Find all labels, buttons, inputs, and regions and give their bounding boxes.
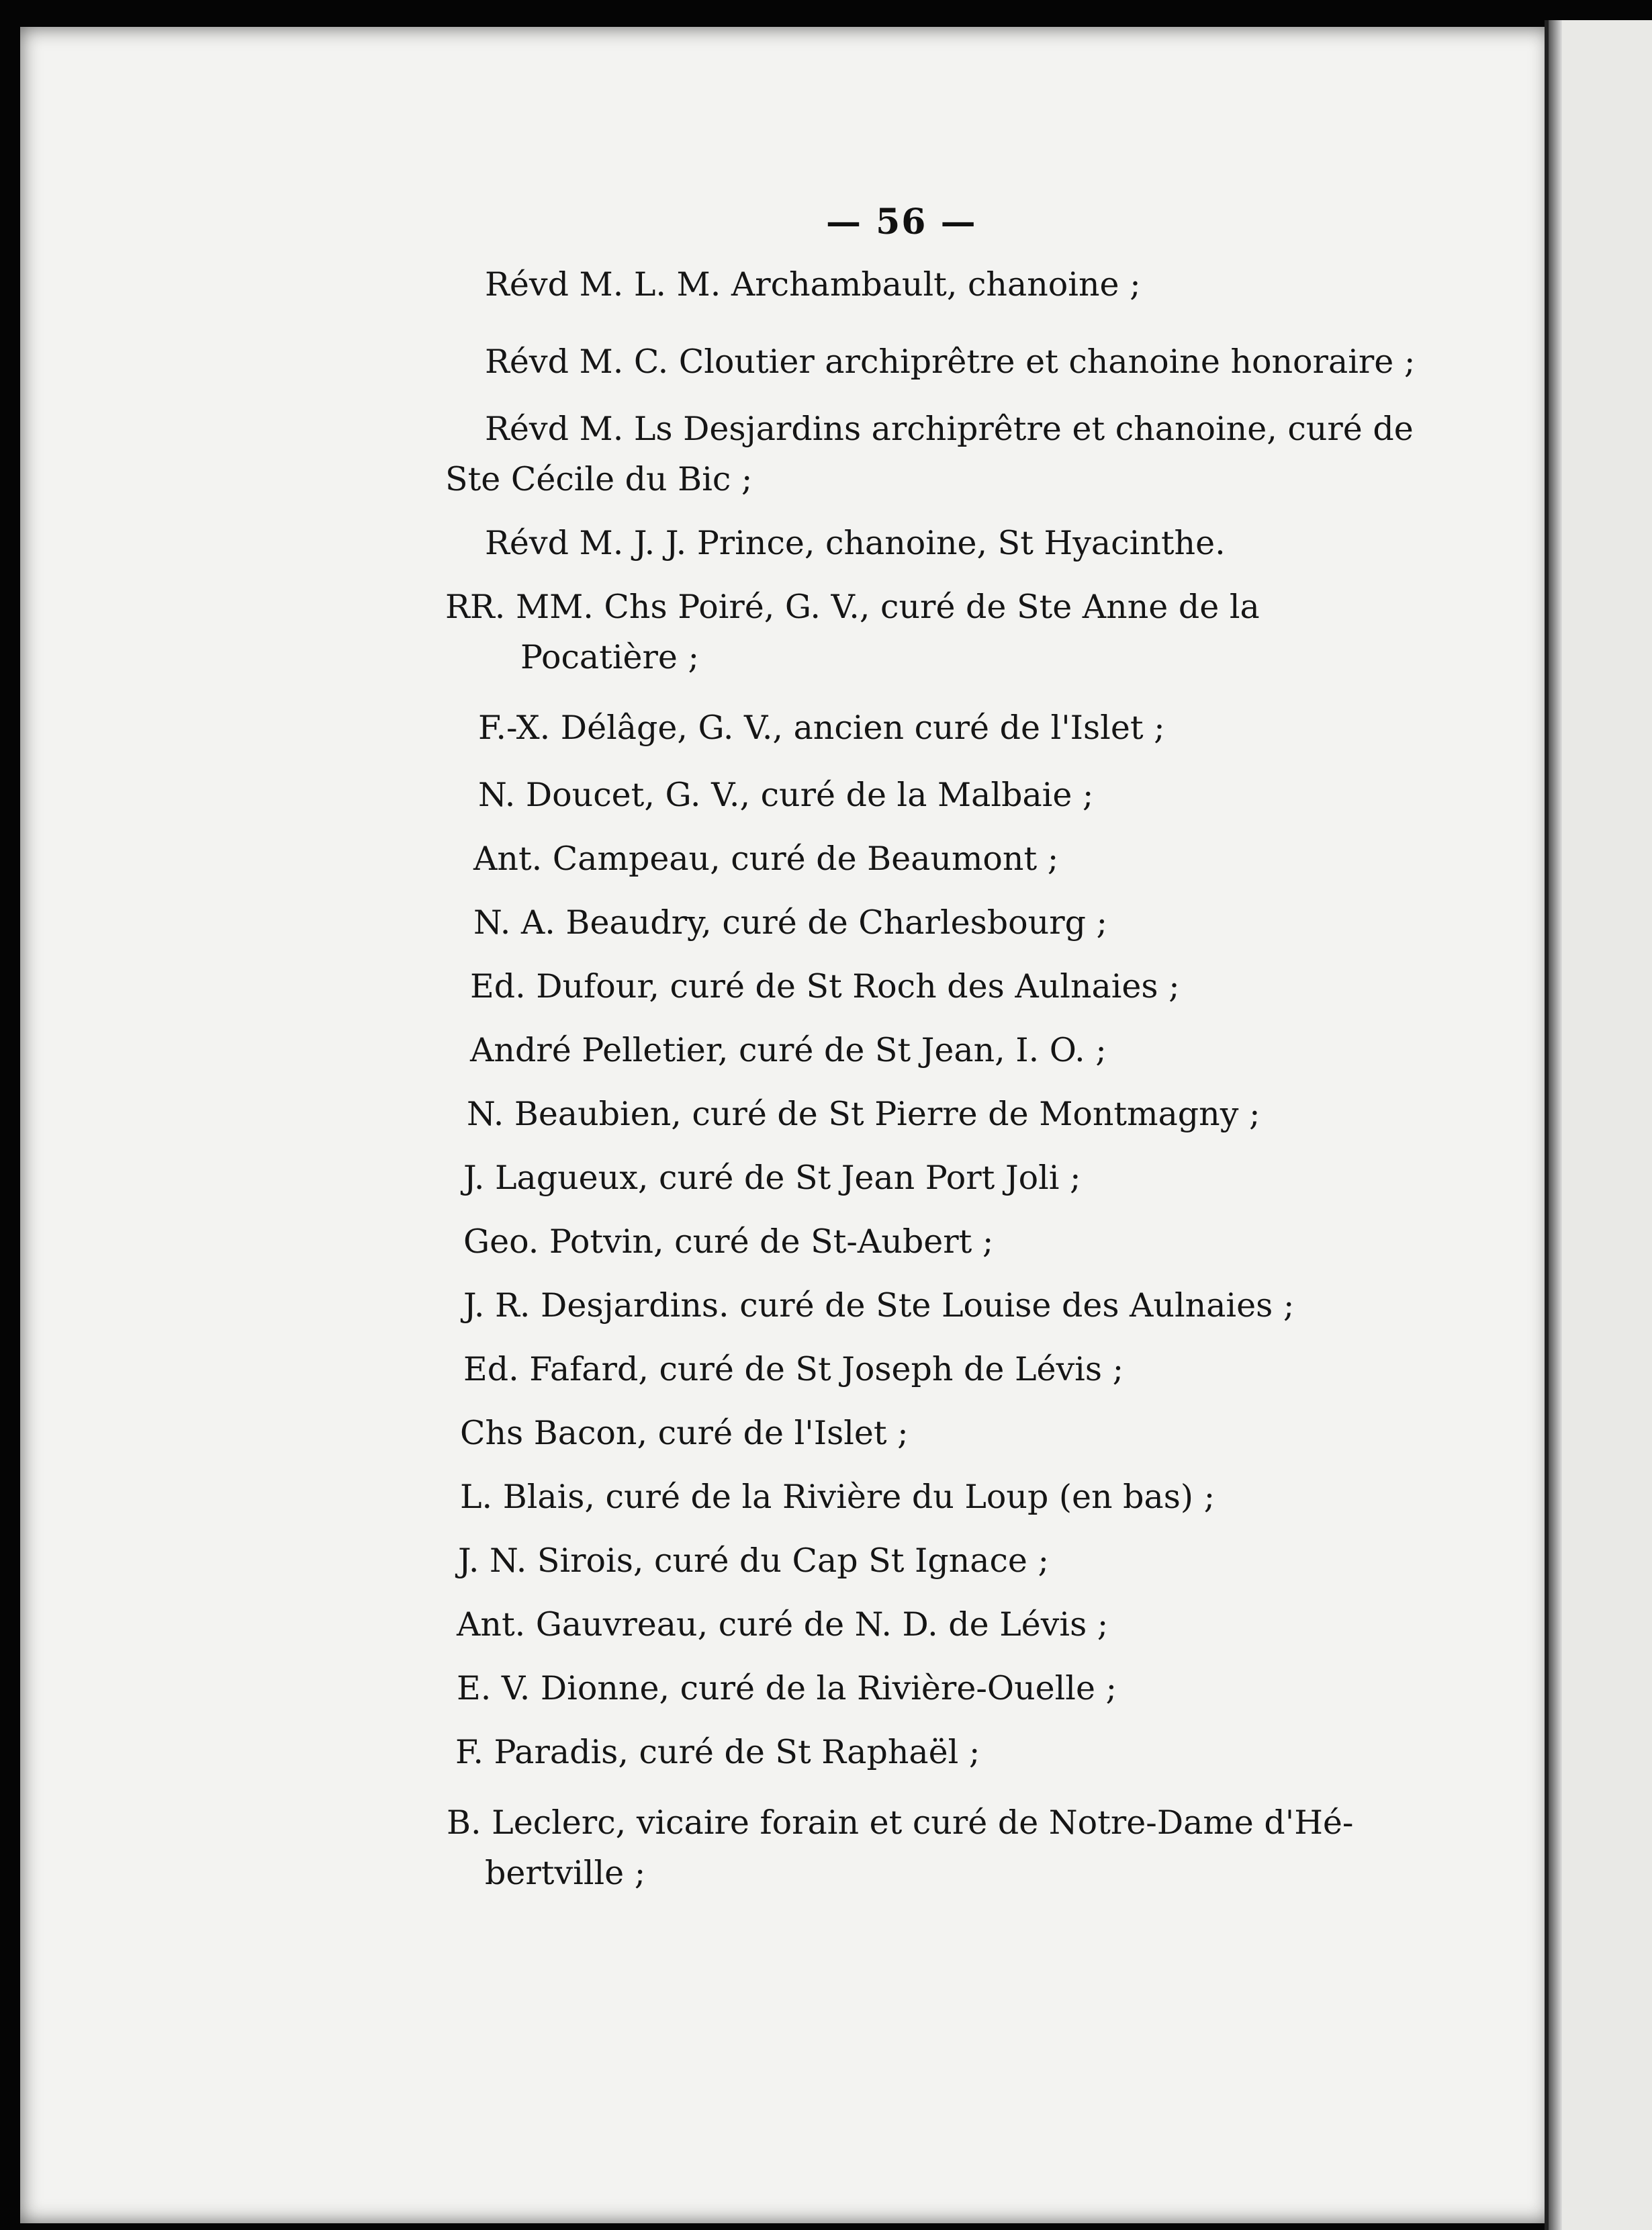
entry-line: L. Blais, curé de la Rivière du Loup (en bas) ; <box>460 1478 1215 1516</box>
entry-line: F.-X. Délâge, G. V., ancien curé de l'Islet ; <box>478 709 1165 747</box>
entry-line: Révd M. C. Cloutier archiprêtre et chanoine honoraire ; <box>485 343 1416 381</box>
entry-line: N. Beaubien, curé de St Pierre de Montmagny ; <box>467 1095 1260 1133</box>
entry-line: J. R. Desjardins. curé de Ste Louise des Aulnaies ; <box>463 1286 1295 1325</box>
entry-line: Révd M. L. M. Archambault, chanoine ; <box>485 265 1141 304</box>
entry-line: Révd M. Ls Desjardins archiprêtre et chanoine, curé de <box>485 410 1414 448</box>
entry-line: N. A. Beaudry, curé de Charlesbourg ; <box>473 903 1108 942</box>
entry-line: Révd M. J. J. Prince, chanoine, St Hyacinthe. <box>485 524 1226 562</box>
entry-line: RR. MM. Chs Poiré, G. V., curé de Ste Anne de la <box>445 588 1260 626</box>
entry-line: F. Paradis, curé de St Raphaël ; <box>455 1733 980 1771</box>
entry-line: Ed. Dufour, curé de St Roch des Aulnaies ; <box>470 967 1180 1006</box>
entry-line: B. Leclerc, vicaire forain et curé de Notre-Dame d'Hé- <box>447 1803 1354 1842</box>
entry-line: N. Doucet, G. V., curé de la Malbaie ; <box>478 776 1094 814</box>
entry-line: Pocatière ; <box>520 638 700 676</box>
page-number: — 56 — <box>826 202 977 242</box>
entry-line: J. N. Sirois, curé du Cap St Ignace ; <box>458 1542 1050 1580</box>
entry-line: E. V. Dionne, curé de la Rivière-Ouelle ; <box>457 1669 1117 1707</box>
entry-line: André Pelletier, curé de St Jean, I. O. ; <box>470 1031 1107 1069</box>
entry-line: bertville ; <box>485 1854 646 1892</box>
entry-line: J. Lagueux, curé de St Jean Port Joli ; <box>463 1159 1081 1197</box>
entry-line: Ant. Campeau, curé de Beaumont ; <box>473 840 1059 878</box>
entry-line: Ste Cécile du Bic ; <box>445 460 753 498</box>
page-edge <box>1545 20 1652 2230</box>
entry-line: Geo. Potvin, curé de St-Aubert ; <box>463 1222 994 1261</box>
entry-line: Chs Bacon, curé de l'Islet ; <box>460 1414 909 1452</box>
entry-line: Ant. Gauvreau, curé de N. D. de Lévis ; <box>457 1605 1109 1644</box>
entry-line: Ed. Fafard, curé de St Joseph de Lévis ; <box>463 1350 1124 1388</box>
